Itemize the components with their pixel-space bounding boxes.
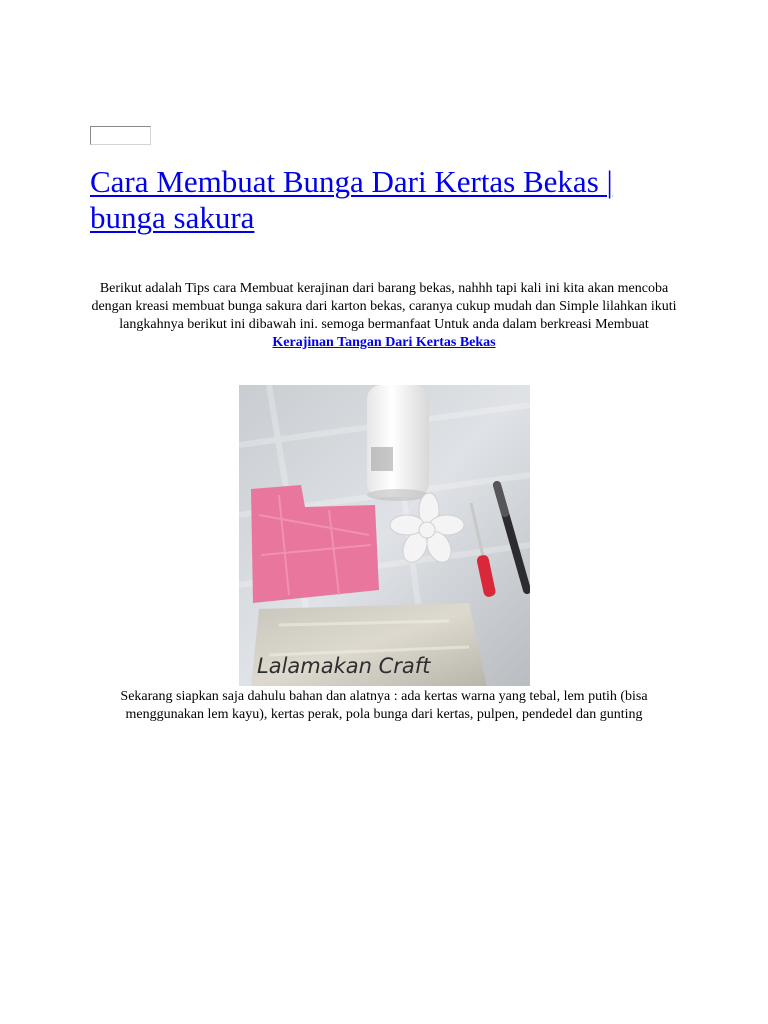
intro-paragraph — [88, 280, 680, 352]
title-link[interactable]: Cara Membuat Bunga Dari Kertas Bekas | bunga sakura — [90, 164, 613, 235]
page-title — [90, 164, 690, 236]
photo-watermark: Lalamakan Craft — [257, 654, 431, 678]
intro-text: Berikut adalah Tips cara Membuat kerajinan dari barang bekas, nahhh tapi kali ini kita akan mencoba dengan kreasi membuat bunga sakura dari karton bekas, caranya cukup mudah dan Simple lilahkan ikuti langkahnya berikut ini dibawah ini. semoga bermanfaat Untuk anda dalam berkreasi Membuat — [91, 281, 677, 332]
materials-caption: Sekarang siapkan saja dahulu bahan dan alatnya : ada kertas warna yang tebal, lem putih (bisa menggunakan lem kayu), kertas perak, pola bunga dari kertas, pulpen, pendedel dan gunting — [120, 689, 648, 722]
image-placeholder-box — [90, 126, 151, 145]
glue-bottle — [367, 385, 429, 501]
craft-article-link[interactable]: Kerajinan Tangan Dari Kertas Bekas — [272, 335, 496, 350]
craft-materials-photo — [239, 385, 530, 686]
